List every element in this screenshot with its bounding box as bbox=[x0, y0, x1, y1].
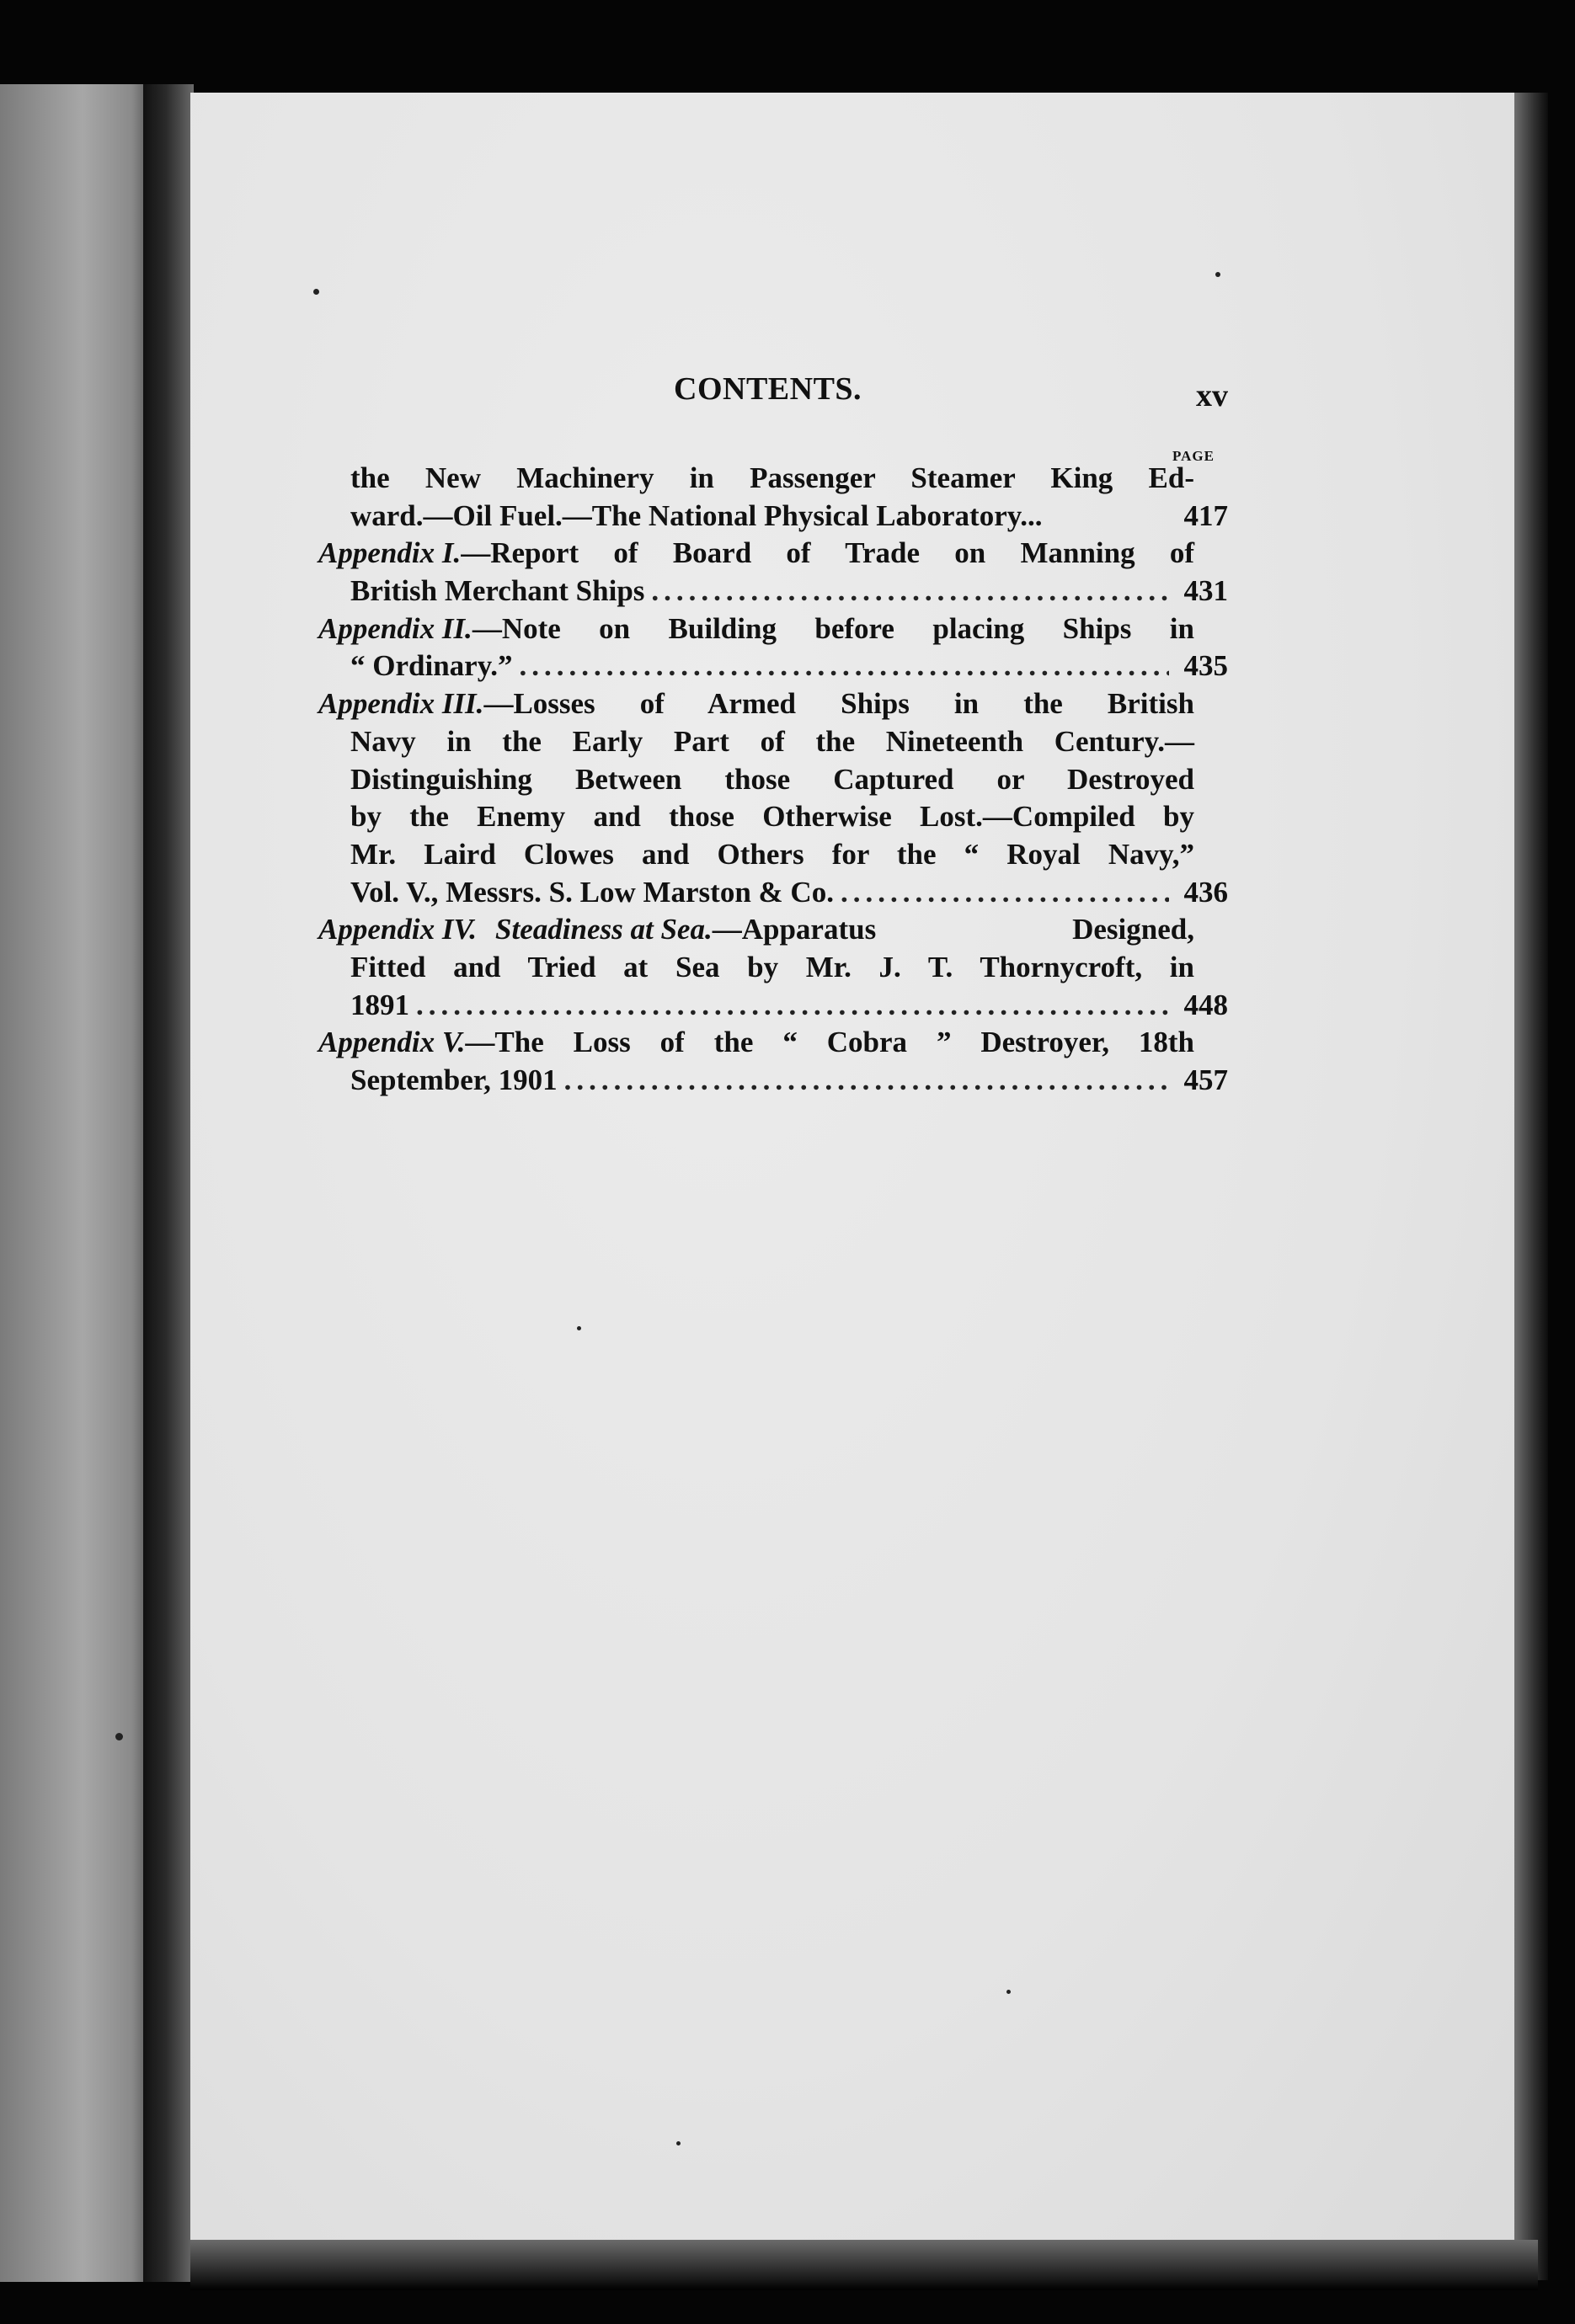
dot-leader bbox=[416, 987, 1169, 1025]
speck bbox=[1006, 1990, 1011, 1994]
toc-entry-line bbox=[318, 610, 1228, 648]
toc-entry-text: Navy in the Early Part of the Nineteenth Century.— bbox=[350, 724, 1194, 758]
toc-entry-line bbox=[318, 535, 1228, 573]
toc-page-number: 436 bbox=[1183, 875, 1228, 909]
toc-entry-text: —Report of Board of Trade on Manning of bbox=[461, 536, 1194, 570]
speck bbox=[577, 1326, 581, 1330]
dot-leader bbox=[520, 648, 1169, 685]
speck bbox=[115, 1733, 123, 1740]
toc-entry-text: Vol. V., Messrs. S. Low Marston & Co. bbox=[350, 875, 834, 909]
running-head: CONTENTS. bbox=[674, 371, 862, 407]
toc-entry-line bbox=[318, 836, 1228, 874]
toc-entry-line bbox=[318, 987, 1228, 1025]
dot-leader bbox=[564, 1062, 1169, 1100]
page-number: xv bbox=[1196, 378, 1228, 413]
toc-page-number: 417 bbox=[1183, 498, 1228, 532]
toc-entry-text: “ Ordinary.” bbox=[350, 649, 513, 683]
page-column-label: PAGE bbox=[1172, 448, 1215, 464]
toc-entry-text: —Note on Building before placing Ships in bbox=[472, 611, 1194, 645]
speck bbox=[1215, 272, 1220, 277]
toc-entry-line bbox=[318, 911, 1228, 949]
binding-gutter bbox=[143, 84, 194, 2282]
toc-entry-text: Distinguishing Between those Captured or Destroyed bbox=[350, 762, 1194, 796]
toc-entry-text: the New Machinery in Passenger Steamer King Ed- bbox=[350, 461, 1194, 494]
toc-entry-text: —The Loss of the “ Cobra ” Destroyer, 18th bbox=[465, 1026, 1194, 1059]
toc-entry-text: by the Enemy and those Otherwise Lost.—Compiled by bbox=[350, 800, 1194, 834]
book-page bbox=[190, 93, 1514, 2280]
table-of-contents bbox=[318, 460, 1228, 1100]
toc-entry-line bbox=[318, 1062, 1228, 1100]
appendix-label: Appendix III. bbox=[318, 687, 484, 721]
toc-entry-line bbox=[318, 949, 1228, 987]
appendix-label: Appendix II. bbox=[318, 611, 472, 645]
toc-entry-text: —Losses of Armed Ships in the British bbox=[483, 687, 1194, 721]
facing-page-edge bbox=[0, 84, 150, 2282]
toc-entry-line bbox=[318, 1024, 1228, 1062]
dot-leader bbox=[651, 573, 1169, 610]
toc-entry-line bbox=[318, 498, 1228, 536]
toc-entry-line bbox=[318, 685, 1228, 723]
appendix-label: Appendix I. bbox=[318, 536, 462, 570]
speck bbox=[676, 2141, 681, 2145]
toc-entry-line bbox=[318, 460, 1228, 498]
toc-page-number: 457 bbox=[1183, 1063, 1228, 1096]
toc-entry-line bbox=[318, 798, 1228, 836]
toc-page-number: 435 bbox=[1183, 649, 1228, 683]
toc-page-number: 448 bbox=[1183, 988, 1228, 1021]
toc-entry-line bbox=[318, 761, 1228, 799]
appendix-subtitle: Steadiness at Sea. bbox=[495, 913, 713, 946]
toc-entry-text: ward.—Oil Fuel.—The National Physical Laboratory... bbox=[350, 498, 1043, 532]
appendix-label: Appendix IV. bbox=[318, 913, 478, 946]
toc-entry-text: British Merchant Ships bbox=[350, 574, 645, 608]
appendix-label: Appendix V. bbox=[318, 1026, 466, 1059]
toc-entry-line bbox=[318, 573, 1228, 610]
speck bbox=[313, 289, 319, 295]
toc-entry-line bbox=[318, 874, 1228, 912]
page-right-edge bbox=[1514, 93, 1548, 2280]
toc-entry-text: September, 1901 bbox=[350, 1063, 558, 1096]
toc-entry-text: —Apparatus Designed, bbox=[712, 913, 1194, 946]
toc-entry-line bbox=[318, 723, 1228, 761]
dot-leader bbox=[841, 874, 1169, 912]
toc-entry-text: 1891 bbox=[350, 988, 409, 1021]
toc-entry-text: Mr. Laird Clowes and Others for the “ Royal Navy,” bbox=[350, 837, 1194, 871]
toc-page-number: 431 bbox=[1183, 574, 1228, 608]
toc-entry-text: Fitted and Tried at Sea by Mr. J. T. Thornycroft, in bbox=[350, 950, 1194, 983]
page-bottom-edge bbox=[190, 2240, 1538, 2290]
toc-entry-line bbox=[318, 648, 1228, 685]
